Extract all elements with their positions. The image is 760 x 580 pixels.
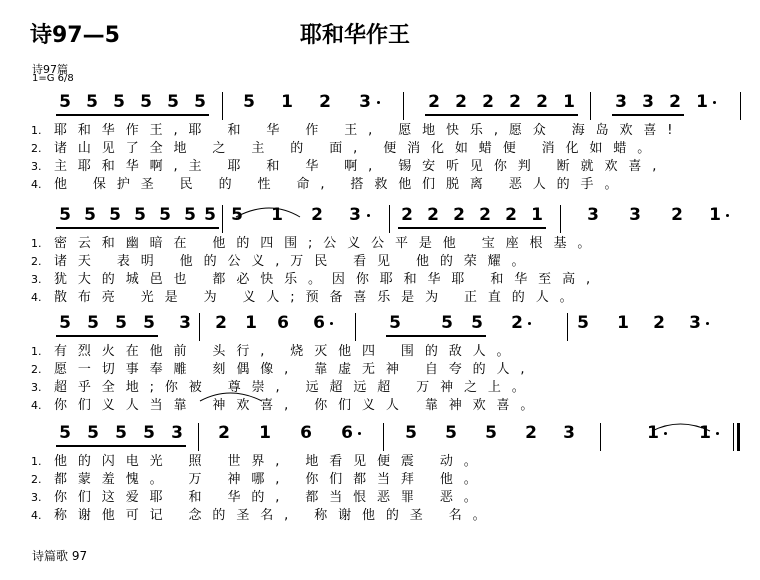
dot bbox=[377, 101, 380, 104]
note: 1 bbox=[531, 205, 543, 225]
note: 5 bbox=[405, 423, 417, 443]
note: 5 bbox=[485, 423, 497, 443]
note: 2 bbox=[505, 205, 517, 225]
note: 2 bbox=[536, 92, 548, 112]
barline bbox=[355, 313, 356, 341]
note: 5 bbox=[59, 313, 71, 333]
note: 5 bbox=[389, 313, 401, 333]
beam bbox=[612, 114, 684, 116]
barline bbox=[198, 423, 199, 451]
note: 5 bbox=[115, 423, 127, 443]
note: 2 bbox=[482, 92, 494, 112]
note: 2 bbox=[453, 205, 465, 225]
verse-line-1: 1. 耶和华作王,耶 和 华 作 王, 愿地快乐,愿众 海岛欢喜! bbox=[31, 123, 684, 138]
barline bbox=[403, 92, 404, 120]
note: 1 bbox=[696, 92, 708, 112]
note: 5 bbox=[59, 423, 71, 443]
verse-line-4: 4. 他 保护圣 民 的 性 命, 搭救他们脱离 恶人的手。 bbox=[31, 177, 629, 192]
note: 5 bbox=[140, 92, 152, 112]
hymn-number: 诗97—5 bbox=[30, 23, 120, 48]
final-barline-thick bbox=[737, 423, 740, 451]
note: 1 bbox=[617, 313, 629, 333]
note: 2 bbox=[455, 92, 467, 112]
dot bbox=[716, 432, 719, 435]
footer-source: 诗篇歌 97 bbox=[32, 549, 88, 563]
dot bbox=[358, 432, 361, 435]
beam bbox=[56, 335, 158, 337]
note: 1 bbox=[709, 205, 721, 225]
beam bbox=[56, 114, 209, 116]
dot bbox=[330, 322, 333, 325]
note: 5 bbox=[59, 205, 71, 225]
dot bbox=[367, 214, 370, 217]
note: 1 bbox=[699, 423, 711, 443]
note: 1 bbox=[647, 423, 659, 443]
note: 5 bbox=[109, 205, 121, 225]
note: 5 bbox=[577, 313, 589, 333]
note: 6 bbox=[313, 313, 325, 333]
note: 5 bbox=[113, 92, 125, 112]
note: 2 bbox=[479, 205, 491, 225]
verse-line-3: 3. 主耶和华啊,主 耶 和 华 啊, 锡安听见你判 断就欢喜, bbox=[31, 159, 668, 174]
note: 2 bbox=[215, 313, 227, 333]
final-barline-thin bbox=[733, 423, 734, 451]
note: 2 bbox=[218, 423, 230, 443]
note: 1 bbox=[281, 92, 293, 112]
note: 3 bbox=[359, 92, 371, 112]
note: 1 bbox=[563, 92, 575, 112]
note: 5 bbox=[471, 313, 483, 333]
verse-line-1: 1. 有烈火在他前 头行, 烧灭他四 围的敌人。 bbox=[31, 344, 521, 359]
note: 5 bbox=[231, 205, 243, 225]
barline bbox=[199, 313, 200, 341]
verse-line-2: 2. 诸山见了全地 之 主 的 面, 便消化如蜡便 消化如蜡。 bbox=[31, 141, 662, 156]
note: 5 bbox=[87, 423, 99, 443]
verse-line-3: 3. 你们这爱耶 和 华的, 都当恨恶罪 恶。 bbox=[31, 490, 488, 505]
note: 3 bbox=[629, 205, 641, 225]
note: 2 bbox=[319, 92, 331, 112]
note: 6 bbox=[341, 423, 353, 443]
verse-line-2: 2. 诸天 表明 他的公义,万民 看见 他的荣耀。 bbox=[31, 254, 536, 269]
note: 3 bbox=[349, 205, 361, 225]
note: 5 bbox=[134, 205, 146, 225]
note: 5 bbox=[115, 313, 127, 333]
note: 3 bbox=[642, 92, 654, 112]
barline bbox=[567, 313, 568, 341]
note: 3 bbox=[587, 205, 599, 225]
note: 6 bbox=[277, 313, 289, 333]
note: 5 bbox=[86, 92, 98, 112]
barline bbox=[590, 92, 591, 120]
verse-line-4: 4. 你们义人当靠 神欢喜, 你们义人 靠神欢喜。 bbox=[31, 398, 545, 413]
note: 1 bbox=[245, 313, 257, 333]
note: 5 bbox=[59, 92, 71, 112]
verse-line-1: 1. 密云和幽暗在 他的四围;公义公平是他 宝座根基。 bbox=[31, 236, 602, 251]
verse-line-4: 4. 散布亮 光是 为 义人;预备喜乐是为 正直的人。 bbox=[31, 290, 584, 305]
note: 2 bbox=[525, 423, 537, 443]
verse-line-4: 4. 称谢他可记 念的圣名, 称谢他的圣 名。 bbox=[31, 508, 497, 523]
note: 2 bbox=[511, 313, 523, 333]
note: 2 bbox=[427, 205, 439, 225]
note: 5 bbox=[84, 205, 96, 225]
dot bbox=[713, 101, 716, 104]
note: 5 bbox=[441, 313, 453, 333]
barline bbox=[740, 92, 741, 120]
note: 1 bbox=[271, 205, 283, 225]
note: 2 bbox=[311, 205, 323, 225]
note: 3 bbox=[689, 313, 701, 333]
barline bbox=[389, 205, 390, 233]
note: 5 bbox=[143, 313, 155, 333]
barline bbox=[383, 423, 384, 451]
verse-line-2: 2. 愿一切事奉雕 刻偶像, 靠虚无神 自夸的人, bbox=[31, 362, 536, 377]
verse-line-1: 1. 他的闪电光 照 世界, 地看见便震 动。 bbox=[31, 454, 488, 469]
note: 2 bbox=[428, 92, 440, 112]
note: 2 bbox=[509, 92, 521, 112]
note: 5 bbox=[87, 313, 99, 333]
note: 3 bbox=[563, 423, 575, 443]
beam bbox=[386, 335, 486, 337]
note: 5 bbox=[243, 92, 255, 112]
beam bbox=[56, 445, 186, 447]
note: 3 bbox=[171, 423, 183, 443]
note: 5 bbox=[194, 92, 206, 112]
note: 3 bbox=[615, 92, 627, 112]
key-signature: 1=G 6/8 bbox=[32, 73, 74, 84]
barline bbox=[222, 92, 223, 120]
note: 2 bbox=[401, 205, 413, 225]
barline bbox=[222, 205, 223, 233]
dot bbox=[528, 322, 531, 325]
note: 5 bbox=[167, 92, 179, 112]
verse-line-3: 3. 超乎全地;你被 尊崇, 远超远超 万神之上。 bbox=[31, 380, 536, 395]
beam bbox=[56, 227, 219, 229]
note: 2 bbox=[653, 313, 665, 333]
note: 5 bbox=[445, 423, 457, 443]
subtitle: 诗97篇 bbox=[32, 63, 68, 76]
verse-line-2: 2. 都蒙羞愧。 万 神哪, 你们都当拜 他。 bbox=[31, 472, 488, 487]
note: 3 bbox=[179, 313, 191, 333]
note: 5 bbox=[143, 423, 155, 443]
note: 5 bbox=[159, 205, 171, 225]
beam bbox=[425, 114, 578, 116]
dot bbox=[664, 432, 667, 435]
verse-line-3: 3. 犹大的城邑也 都必快乐。因你耶和华耶 和华至高, bbox=[31, 272, 601, 287]
note: 1 bbox=[259, 423, 271, 443]
dot bbox=[726, 214, 729, 217]
note: 2 bbox=[669, 92, 681, 112]
barline bbox=[600, 423, 601, 451]
dot bbox=[706, 322, 709, 325]
barline bbox=[560, 205, 561, 233]
note: 6 bbox=[300, 423, 312, 443]
hymn-title: 耶和华作王 bbox=[300, 23, 411, 48]
note: 2 bbox=[671, 205, 683, 225]
note: 5 bbox=[184, 205, 196, 225]
note: 5 bbox=[204, 205, 216, 225]
beam bbox=[398, 227, 546, 229]
